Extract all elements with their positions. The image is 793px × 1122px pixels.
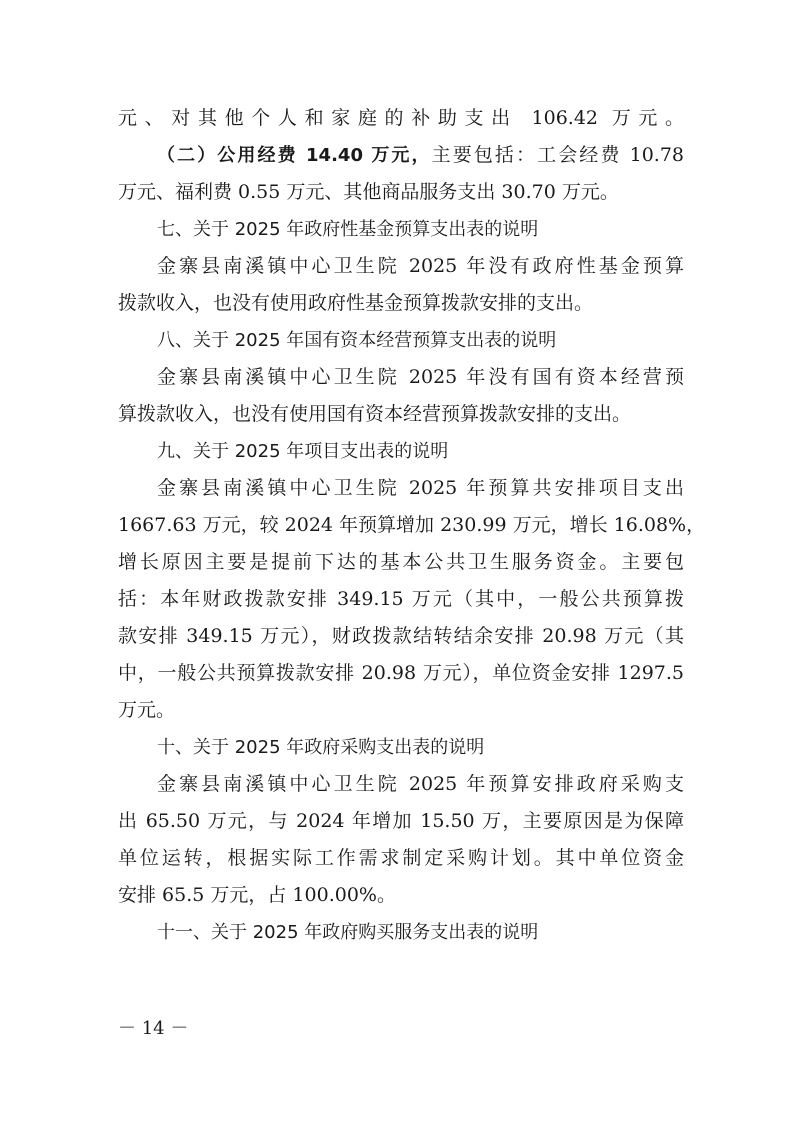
- paragraph-line: 款安排 349.15 万元），财政拨款结转结余安排 20.98 万元（其: [118, 625, 684, 647]
- paragraph-line: 括：本年财政拨款安排 349.15 万元（其中，一般公共预算拨: [118, 588, 684, 610]
- paragraph-line: 中，一般公共预算拨款安排 20.98 万元），单位资金安排 1297.5: [118, 662, 684, 684]
- paragraph-line: 1667.63 万元，较 2024 年预算增加 230.99 万元，增长 16.08%，: [118, 514, 706, 536]
- paragraph-line: 金寨县南溪镇中心卫生院 2025 年预算共安排项目支出: [157, 477, 684, 499]
- paragraph-line: 元、对其他个人和家庭的补助支出 106.42 万元。: [118, 107, 684, 129]
- page-number: － 14 －: [118, 1018, 189, 1039]
- paragraph-line: 算拨款收入，也没有使用国有资本经营预算拨款安排的支出。: [118, 403, 632, 425]
- paragraph-line: 金寨县南溪镇中心卫生院 2025 年预算安排政府采购支: [157, 773, 684, 795]
- paragraph-line: 出 65.50 万元，与 2024 年增加 15.50 万，主要原因是为保障: [118, 810, 684, 832]
- paragraph-line: 金寨县南溪镇中心卫生院 2025 年没有国有资本经营预: [157, 366, 684, 388]
- paragraph-line: 单位运转，根据实际工作需求制定采购计划。其中单位资金: [118, 847, 684, 869]
- section-heading: 八、关于 2025 年国有资本经营预算支出表的说明: [157, 330, 557, 351]
- bold-lead: （二）公用经费 14.40 万元，: [157, 145, 432, 166]
- paragraph-line: 万元、福利费 0.55 万元、其他商品服务支出 30.70 万元。: [118, 181, 619, 203]
- section-heading: 七、关于 2025 年政府性基金预算支出表的说明: [157, 219, 539, 240]
- section-heading: 十、关于 2025 年政府采购支出表的说明: [157, 737, 485, 758]
- paragraph-line: 安排 65.5 万元，占 100.00%。: [118, 884, 396, 906]
- paragraph-line: 增长原因主要是提前下达的基本公共卫生服务资金。主要包: [118, 551, 684, 573]
- section-heading: 九、关于 2025 年项目支出表的说明: [157, 441, 449, 462]
- section-heading: 十一、关于 2025 年政府购买服务支出表的说明: [157, 922, 539, 943]
- document-page: [118, 100, 706, 951]
- paragraph-text: 主要包括：工会经费 10.78: [431, 144, 685, 166]
- paragraph-line: 万元。: [118, 699, 176, 721]
- paragraph-line: [118, 137, 684, 174]
- paragraph-line: 拨款收入，也没有使用政府性基金预算拨款安排的支出。: [118, 292, 594, 314]
- paragraph-line: 金寨县南溪镇中心卫生院 2025 年没有政府性基金预算: [157, 255, 684, 277]
